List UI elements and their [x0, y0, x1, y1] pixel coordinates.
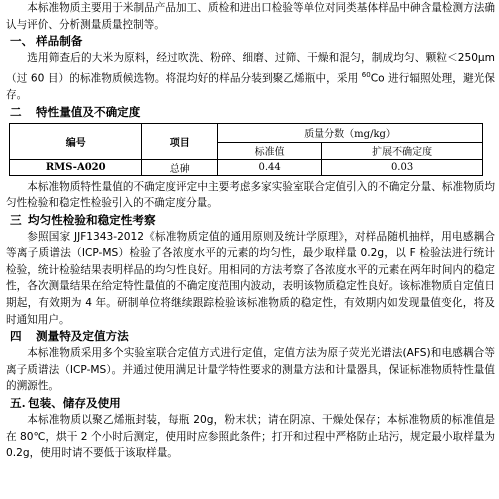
- table-cell-item: 总砷: [142, 159, 218, 175]
- section-title: 包装、储存及使用: [28, 396, 121, 411]
- sample-prep-text-a: 选用筛查后的大米为原料，经过吹洗、粉碎、细磨、过筛、干燥和混匀，制成均匀、颗粒＜250μm（过 60 目）的标准物质候选物。将混均好的样品分装到聚乙烯瓶中，采用: [6, 52, 495, 85]
- section-number: 二: [10, 104, 22, 119]
- table-cell-uncertainty: 0.03: [322, 159, 483, 175]
- section-number: 一、: [10, 34, 34, 49]
- table-header-item: 项目: [142, 123, 218, 159]
- section-heading-5: [6, 395, 495, 412]
- section-title: 特性量值及不确定度: [36, 104, 141, 119]
- intro-paragraph: 本标准物质主要用于米制品产品加工、质检和进出口检验等单位对同类基体样品中砷含量检测方法确认与评价、分析测量质量控制等。: [6, 2, 495, 31]
- section-heading-4: [6, 328, 495, 345]
- sample-prep-text-b: Co 进行辐照处理，避光保存。: [6, 72, 495, 101]
- section-title: 样品制备: [36, 34, 83, 49]
- isotope-superscript: 60: [361, 70, 371, 79]
- table-header-standard-value: 标准值: [218, 142, 322, 159]
- certified-value-table: [9, 123, 483, 176]
- section-heading-1: [6, 33, 495, 50]
- section-number: 五.: [10, 396, 26, 411]
- table-cell-code: RMS-A020: [10, 159, 142, 175]
- section-number: 三: [10, 212, 22, 227]
- section-title: 测量特及定值方法: [36, 329, 129, 344]
- table-header-expanded-uncertainty: 扩展不确定度: [322, 142, 483, 159]
- section-number: 四: [10, 329, 22, 344]
- table-cell-standard-value: 0.44: [218, 159, 322, 175]
- packaging-paragraph: 本标准物质以聚乙烯瓶封装，每瓶 20g，粉末状；请在阴凉、干燥处保存；本标准物质的标准值是在 80℃，烘干 2 个小时后测定，使用时应参照此条件；打开和过程中严格防止玷污，规定最小取样量为 0.2g，使用时请不要低于该取样量。: [6, 414, 495, 460]
- section-title: 均匀性检验和稳定性考察: [28, 212, 156, 227]
- table-header-code: 编号: [10, 123, 142, 159]
- uncertainty-paragraph: 本标准物质特性量值的不确定度评定中主要考虑多家实验室联合定值引入的不确定分量、标准物质均匀性检验和稳定性检验引入的不确定度分量。: [6, 180, 495, 210]
- homogeneity-paragraph: 参照国家 JJF1343-2012《标准物质定值的通用原则及统计学原理》，对样品随机抽样，用电感耦合等离子质谱法（ICP-MS）检验了各浓度水平的元素的均匀性，最少取样量 0.2g，以 F 检验法进行统计检验，统计检验结果表明样品的均匀性良好。用相同的方法考察了各浓度水平的元素在两年时间内的稳定性，各次测量结果在给定特性量值的不确定度范围内波动，表明该物质稳定性良好。该标准物质自定值日期起，有效期为 4 年。研制单位将继续跟踪检验该标准物质的稳定性，有效期内如发现量值变化，将及时通知用户。: [6, 230, 495, 326]
- section-heading-3: [6, 212, 495, 229]
- method-paragraph: 本标准物质采用多个实验室联合定值方式进行定值，定值方法为原子荧光光谱法(AFS)和电感耦合等离子质谱法（ICP-MS）。并通过使用满足计量学特性要求的测量方法和计量器具，保证标准物质特性量值的溯源性。: [6, 347, 495, 393]
- table-header-mass-fraction: 质量分数（mg/kg）: [218, 123, 483, 142]
- sample-prep-paragraph: [6, 50, 495, 103]
- section-heading-2: [6, 104, 495, 121]
- table-row: [10, 159, 483, 175]
